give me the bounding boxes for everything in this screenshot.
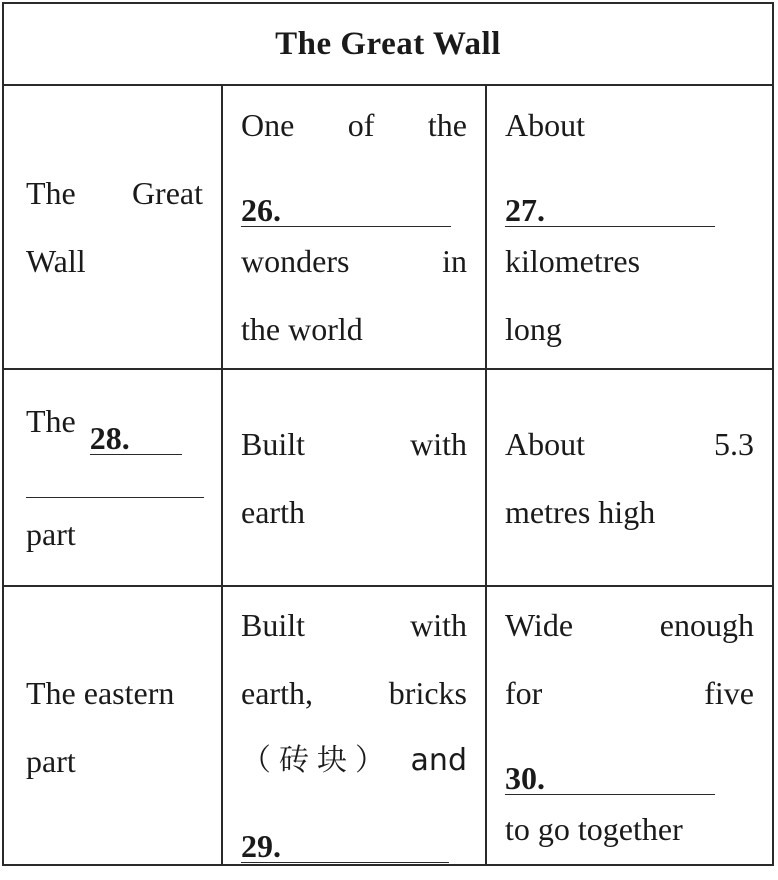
cell-text-line: Wide enough xyxy=(505,606,754,643)
blank-number: 29. xyxy=(241,827,281,864)
cell-text-line: wonders in xyxy=(241,243,467,279)
cell-text-line: Built with xyxy=(241,425,467,462)
row-label-prefix: The xyxy=(26,403,76,439)
cell-text-line: long xyxy=(505,311,562,347)
blank-26[interactable] xyxy=(241,159,467,227)
blank-30[interactable] xyxy=(505,727,754,795)
table-row xyxy=(4,370,772,587)
cell-text-line: for five xyxy=(505,674,754,711)
blank-number: 30. xyxy=(505,759,545,796)
row-label-line: part xyxy=(26,516,76,552)
table-title: The Great Wall xyxy=(275,25,501,62)
cell-text-line: Built with xyxy=(241,606,467,643)
cell-text-line: kilometres xyxy=(505,243,641,279)
cell-text-line: metres high xyxy=(505,493,656,530)
blank-27[interactable] xyxy=(505,159,754,227)
table-row xyxy=(4,86,772,370)
blank-number: 28. xyxy=(89,420,130,456)
cell-text-line: to go together xyxy=(505,810,683,847)
row-label-cell xyxy=(4,86,223,368)
height-cell xyxy=(487,370,772,585)
width-cell xyxy=(487,587,772,866)
cell-text-line: earth, bricks xyxy=(241,674,467,711)
table-header xyxy=(4,4,772,86)
row-label-line: Wall xyxy=(26,243,86,279)
cell-text-line: earth xyxy=(241,493,305,530)
blank-28[interactable] xyxy=(26,387,203,455)
row-label-line: part xyxy=(26,742,76,779)
material-cell xyxy=(223,587,487,866)
cell-text-line: About xyxy=(505,107,585,143)
row-label-line: The Great xyxy=(26,175,203,211)
blank-29[interactable] xyxy=(241,795,467,863)
worksheet-table xyxy=(2,2,774,866)
row-label-cell xyxy=(4,370,223,585)
cell-text-line: One of the xyxy=(241,107,467,143)
rank-cell xyxy=(223,86,487,368)
blank-number: 27. xyxy=(505,192,545,228)
table-row xyxy=(4,587,772,866)
cell-text-line: About 5.3 xyxy=(505,425,754,462)
blank-28-continuation[interactable] xyxy=(26,451,204,498)
blank-number: 26. xyxy=(241,192,281,228)
material-cell xyxy=(223,370,487,585)
row-label-line: The eastern xyxy=(26,674,175,711)
row-label-cell xyxy=(4,587,223,866)
cell-text-line: the world xyxy=(241,311,363,347)
length-cell xyxy=(487,86,772,368)
cell-text-line: （砖块） and xyxy=(241,742,467,778)
